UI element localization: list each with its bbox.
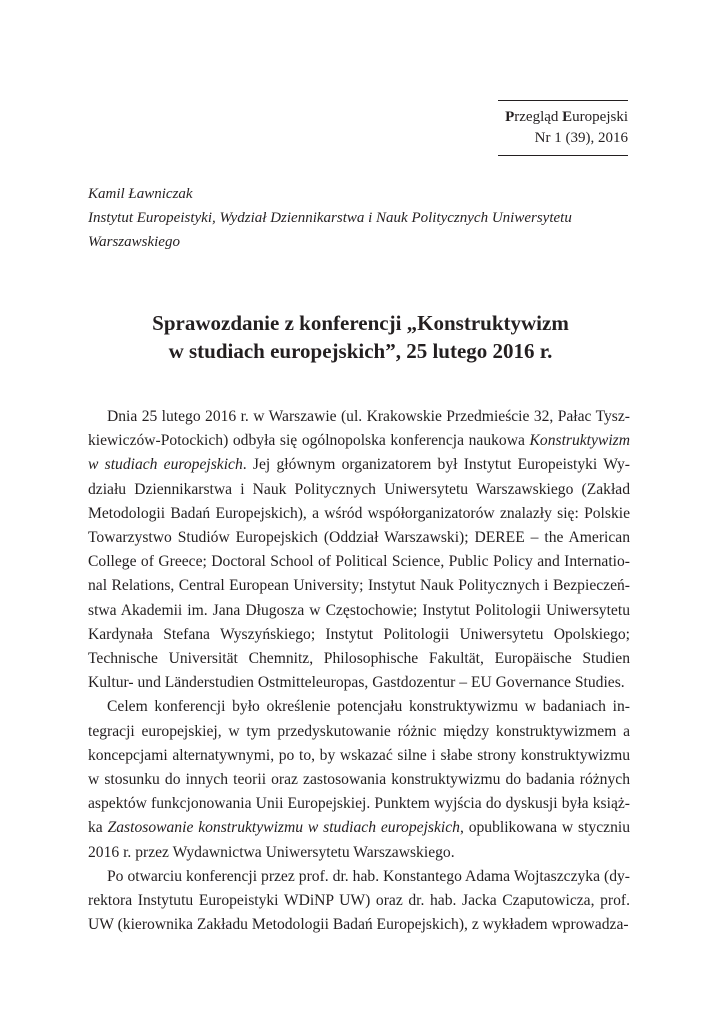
paragraph-1 bbox=[88, 405, 630, 695]
title-line-2: w studiach europejskich”, 25 lutego 2016 r. bbox=[168, 339, 553, 363]
journal-initial-p: P bbox=[505, 109, 515, 125]
title-line-1: Sprawozdanie z konferencji „Konstruktywizm bbox=[152, 311, 569, 335]
paragraph-2 bbox=[88, 695, 630, 864]
paragraph-1-text-a: Dnia 25 lutego 2016 r. w Warszawie (ul. Krakowskie Przedmieście 32, Pałac Tyszkiewiczów-Potockich) odbyła się ogólnopolska konferencja naukowa bbox=[88, 408, 630, 450]
paragraph-2-text-a: Celem konferencji było określenie potencjału konstruktywizmu w badaniach integracji europejskiej, w tym przedyskutowanie różnic między konstruktywizmem a koncepcjami alternatywnymi, po to, by wskazać silne i słabe strony konstruktywizmu w stosunku do innych teorii oraz zastosowania konstruktywizmu do badania różnych aspektów funkcjonowania Unii Europejskiej. Punktem wyjścia do dyskusji była książka bbox=[88, 698, 630, 837]
article-body bbox=[88, 405, 630, 937]
journal-issue: Nr 1 (39), 2016 bbox=[534, 130, 628, 146]
paragraph-1-book-title: Konstruktywizm w studiach europejskich bbox=[88, 432, 630, 474]
journal-name bbox=[498, 107, 628, 128]
author-name: Kamil Ławniczak bbox=[88, 186, 193, 202]
article-title bbox=[88, 309, 633, 365]
paragraph-2-book-title: Zastosowanie konstruktywizmu w studiach europejskich bbox=[107, 819, 460, 837]
journal-initial-e: E bbox=[562, 109, 573, 125]
author-affiliation: Instytut Europeistyki, Wydział Dziennikarstwa i Nauk Politycznych Uniwersytetu Warszawskiego bbox=[88, 210, 572, 250]
journal-name-part2: uropejski bbox=[572, 109, 628, 125]
journal-name-part1: rzegląd bbox=[514, 109, 563, 125]
journal-header bbox=[498, 100, 628, 156]
paragraph-2-text-b: , opublikowana w styczniu 2016 r. przez Wydawnictwa Uniwersytetu Warszawskiego. bbox=[88, 819, 630, 861]
paragraph-3: Po otwarciu konferencji przez prof. dr. hab. Konstantego Adama Wojtaszczyka (dyrektora Instytutu Europeistyki WDiNP UW) oraz dr. hab. Jacka Czaputowicza, prof. UW (kierownika Zakładu Metodologii Badań Europejskich), z wykładem wprowadza- bbox=[88, 867, 630, 934]
paragraph-1-text-b: . Jej głównym organizatorem był Instytut Europeistyki Wydziału Dziennikarstwa i Nauk Politycznych Uniwersytetu Warszawskiego (Zakład Metodologii Badań Europejskich), a wśród współorganizatorów znalazły się: Polskie Towarzystwo Studiów Europejskich (Oddział Warszawski); DEREE – the American College of Greece; Doctoral School of Political Science, Public Policy and International Relations, Central European University; Instytut Nauk Politycznych i Bezpieczeństwa Akademii im. Jana Długosza w Częstochowie; Instytut Politologii Uniwersytetu Kardynała Stefana Wyszyńskiego; Instytut Politologii Uniwersytetu Opolskiego; Technische Universität Chemnitz, Philosophische Fakultät, Europäische Studien Kultur- und Länderstudien Ostmitteleuropas, Gastdozentur – EU Governance Studies. bbox=[88, 456, 630, 692]
author-block bbox=[88, 182, 633, 254]
